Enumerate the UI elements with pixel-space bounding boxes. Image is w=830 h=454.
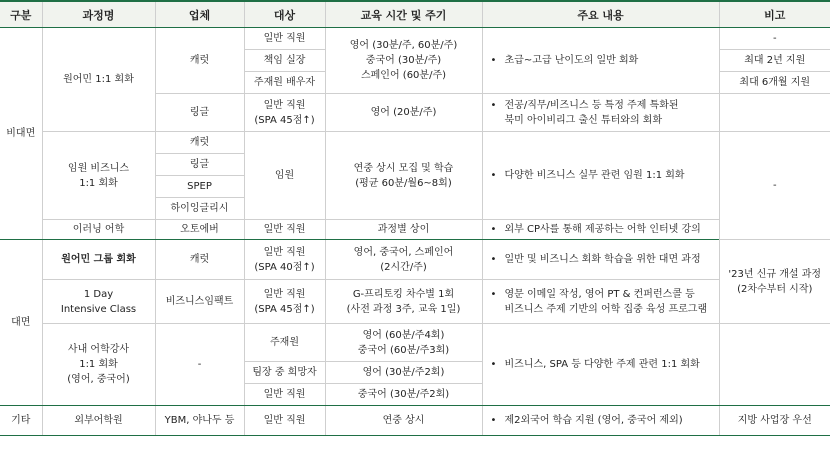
time-cell: [325, 240, 482, 280]
time-line: (평균 60분/월6~8회): [355, 177, 452, 189]
target-cell: 주재원 배우자: [244, 72, 325, 94]
vendor-cell: 캐럿: [155, 240, 244, 280]
time-line: (사전 과정 3주, 교육 1일): [346, 303, 461, 315]
header-vendor: 업체: [155, 1, 244, 28]
target-cell: 임원: [244, 132, 325, 220]
target-cell: 일반 직원: [244, 28, 325, 50]
note-cell: -: [719, 28, 830, 50]
vendor-carrot: 캐럿: [155, 28, 244, 94]
time-cell: 영어 (20분/주): [325, 94, 482, 132]
content-cell: [482, 28, 719, 94]
content-cell: [482, 132, 719, 220]
content-cell: [482, 240, 719, 280]
course-group-conversation: 원어민 그룹 회화: [42, 240, 155, 280]
target-cell: [244, 240, 325, 280]
section-face: 대면: [0, 240, 42, 406]
content-line: 비즈니스 주제 기반의 어학 집중 육성 프로그램: [504, 303, 708, 315]
content-cell: [482, 280, 719, 324]
course-native-1on1: 원어민 1:1 회화: [42, 28, 155, 132]
course-1day-intensive: [42, 280, 155, 324]
target-line: (SPA 45점↑): [254, 114, 315, 126]
time-cell: [325, 324, 482, 362]
content-cell: [482, 220, 719, 240]
time-cell: 영어 (30분/주2회): [325, 362, 482, 384]
table-row: [0, 406, 830, 436]
vendor-cell: 비즈니스임팩트: [155, 280, 244, 324]
content-text: • 제2외국어 학습 지원 (영어, 중국어 제외): [504, 415, 683, 426]
time-cell: 과정별 상이: [325, 220, 482, 240]
header-course: 과정명: [42, 1, 155, 28]
target-cell: [244, 280, 325, 324]
target-line: (SPA 45점↑): [254, 303, 315, 315]
time-cell: [325, 280, 482, 324]
table-row: [0, 132, 830, 154]
time-line: G-프리토킹 차수별 1회: [352, 288, 455, 300]
section-nonface: 비대면: [0, 28, 42, 240]
course-line: (영어, 중국어): [67, 374, 130, 385]
vendor-cell: 하이잉글리시: [155, 198, 244, 220]
note-cell: [719, 240, 830, 324]
target-line: (SPA 40점↑): [254, 261, 315, 273]
vendor-cell: YBM, 야나두 등: [155, 406, 244, 436]
course-external-academy: 외부어학원: [42, 406, 155, 436]
time-cell: [325, 28, 482, 94]
table-row: [0, 240, 830, 280]
content-line: • 전공/직무/비즈니스 등 특정 주제 특화된: [504, 99, 679, 111]
course-line: 1:1 회화: [79, 177, 118, 189]
header-note: 비고: [719, 1, 830, 28]
target-cell: 팀장 중 희망자: [244, 362, 325, 384]
content-text: • 다양한 비즈니스 실무 관련 임원 1:1 회화: [504, 170, 685, 181]
note-cell: 최대 6개월 지원: [719, 72, 830, 94]
target-cell: 주재원: [244, 324, 325, 362]
content-line: 북미 아이비리그 출신 튜터와의 회화: [504, 114, 663, 126]
course-line: 1:1 회화: [79, 359, 118, 370]
note-cell: 지방 사업장 우선: [719, 406, 830, 436]
vendor-cell: SPEP: [155, 176, 244, 198]
note-line: '23년 신규 개설 과정: [728, 268, 822, 280]
vendor-cell: 오토에버: [155, 220, 244, 240]
table-header-row: [0, 1, 830, 28]
header-category: 구분: [0, 1, 42, 28]
target-cell: 일반 직원: [244, 406, 325, 436]
content-cell: [482, 406, 719, 436]
target-line: 일반 직원: [263, 99, 306, 111]
note-cell: [719, 94, 830, 132]
content-line: • 영문 이메일 작성, 영어 PT & 컨퍼런스콜 등: [504, 288, 695, 300]
section-other: 기타: [0, 406, 42, 436]
course-line: 사내 어학강사: [67, 344, 130, 355]
time-line: 영어 (60분/주4회): [362, 329, 445, 341]
target-cell: 책임 실장: [244, 50, 325, 72]
target-cell: 일반 직원: [244, 220, 325, 240]
time-line: 영어 (30분/주, 60분/주): [349, 40, 458, 51]
time-cell: 중국어 (30분/주2회): [325, 384, 482, 406]
table-row: [0, 280, 830, 324]
header-time: 교육 시간 및 주기: [325, 1, 482, 28]
content-text: • 일반 및 비즈니스 회화 학습을 위한 대면 과정: [504, 254, 701, 265]
content-text: • 초급~고급 난이도의 일반 회화: [504, 55, 639, 66]
target-cell: 일반 직원: [244, 384, 325, 406]
time-line: 중국어 (60분/주3회): [357, 344, 450, 356]
course-line: Intensive Class: [60, 303, 137, 315]
time-cell: [325, 132, 482, 220]
time-line: (2시간/주): [380, 261, 427, 273]
header-target: 대상: [244, 1, 325, 28]
table-row: [0, 28, 830, 50]
table-row: [0, 324, 830, 362]
vendor-cell: 캐럿: [155, 132, 244, 154]
time-line: 영어, 중국어, 스페인어: [353, 246, 454, 258]
note-cell: -: [719, 132, 830, 240]
target-line: 일반 직원: [263, 288, 306, 300]
course-elearning: 이러닝 어학: [42, 220, 155, 240]
content-cell: [482, 94, 719, 132]
vendor-cell: 링글: [155, 154, 244, 176]
time-cell: 연중 상시: [325, 406, 482, 436]
content-cell: [482, 324, 719, 406]
note-line: (2차수부터 시작): [737, 283, 813, 295]
time-line: 스페인어 (60분/주): [360, 70, 447, 81]
note-cell: 최대 2년 지원: [719, 50, 830, 72]
course-exec-business: [42, 132, 155, 220]
time-line: 연중 상시 모집 및 학습: [353, 162, 454, 174]
target-cell: [244, 94, 325, 132]
content-text: • 외부 CP사를 통해 제공하는 어학 인터넷 강의: [504, 224, 701, 235]
table-row: [0, 220, 830, 240]
content-text: • 비즈니스, SPA 등 다양한 주제 관련 1:1 회화: [504, 359, 700, 370]
note-cell: [719, 324, 830, 406]
course-line: 1 Day: [83, 288, 114, 300]
course-line: 임원 비즈니스: [67, 162, 130, 174]
header-content: 주요 내용: [482, 1, 719, 28]
course-inhouse-instructor: [42, 324, 155, 406]
time-line: 중국어 (30분/주): [365, 55, 442, 66]
target-line: 일반 직원: [263, 246, 306, 258]
vendor-cell: -: [155, 324, 244, 406]
vendor-ringle: 링글: [155, 94, 244, 132]
